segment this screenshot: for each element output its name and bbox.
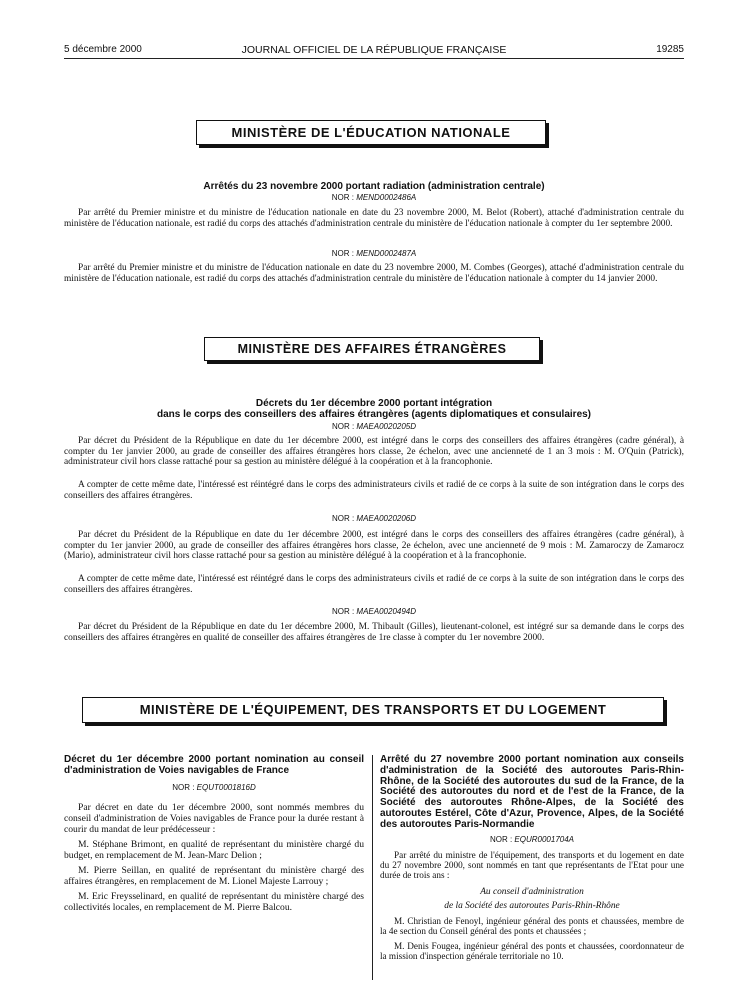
nor-code: MEND0002486A <box>356 193 417 202</box>
nor-code: EQUT0001816D <box>196 782 256 792</box>
subheading: Au conseil d'administration <box>480 886 584 897</box>
section-title: Arrêtés du 23 novembre 2000 portant radiation (administration centrale) <box>203 181 545 192</box>
nor-code: MAEA0020494D <box>356 607 417 616</box>
decree-paragraph: M. Christian de Fenoyl, ingénieur général des ponts et chaussées, membre de la 4e section du Conseil général des ponts et chaussées ; <box>380 915 684 937</box>
ministry-box-foreign-affairs <box>204 337 540 361</box>
ministry-title: MINISTÈRE DE L'ÉQUIPEMENT, DES TRANSPORTS ET DU LOGEMENT <box>139 702 607 717</box>
page-header <box>64 44 684 58</box>
decree-paragraph: M. Denis Fougea, ingénieur général des ponts et chaussées, coordonnateur de la mission d'inspection générale territoriale no 10. <box>380 940 684 962</box>
nor-line: NOR : MEND0002487A <box>331 249 417 258</box>
column-divider <box>372 755 373 980</box>
decree-paragraph: A compter de cette même date, l'intéressé est réintégré dans le corps des administrateurs civils et radié de ce corps à la suite de son intégration dans le corps des conseillers des affaires étrangères. <box>64 574 684 595</box>
nor-code: EQUR0001704A <box>514 834 575 844</box>
nor-line: NOR : MAEA0020205D <box>331 422 417 431</box>
ministry-box-equipment <box>82 697 664 723</box>
right-column <box>380 755 684 966</box>
decree-paragraph: Par décret du Président de la République en date du 1er décembre 2000, M. Thibault (Gilles), lieutenant-colonel, est intégré sur sa demande dans le corps des conseillers des affaires étrangères en qualité de conseiller des affaires étrangères de 1re classe à compter du 1er novembre 2000. <box>64 622 684 643</box>
header-date: 5 décembre 2000 <box>64 44 142 55</box>
header-page-number: 19285 <box>656 44 684 55</box>
section-title: dans le corps des conseillers des affaires étrangères (agents diplomatiques et consulaires) <box>156 409 592 420</box>
ministry-box-education <box>196 120 546 145</box>
header-journal-title: JOURNAL OFFICIEL DE LA RÉPUBLIQUE FRANÇAISE <box>241 44 507 56</box>
nor-line: NOR : MEND0002486A <box>331 193 417 202</box>
decree-paragraph: Par arrêté du ministre de l'équipement, des transports et du logement en date du 27 novembre 2000, sont nommés en tant que représentants de l'Etat pour une durée de trois ans : <box>380 849 684 881</box>
decree-paragraph: Par décret en date du 1er décembre 2000, sont nommés membres du conseil d'administration de Voies navigables de France pour la durée restant à courir du mandat de leur prédécesseur : <box>64 801 364 835</box>
decree-title: Décret du 1er décembre 2000 portant nomination au conseil d'administration de Voies navigables de France <box>64 754 364 776</box>
decree-paragraph: M. Eric Freysselinard, en qualité de représentant du ministère chargé des collectivités locales, en remplacement de M. Pierre Balcou. <box>64 890 364 913</box>
decree-paragraph: M. Pierre Seillan, en qualité de représentant du ministère chargé des affaires étrangères, en remplacement de M. Lionel Majeste Larrouy ; <box>64 864 364 887</box>
nor-line: NOR : EQUR0001704A <box>489 834 575 844</box>
decree-paragraph: A compter de cette même date, l'intéressé est réintégré dans le corps des administrateurs civils et radié de ce corps à la suite de son intégration dans le corps des conseillers des affaires étrangères. <box>64 480 684 501</box>
section-title: Décrets du 1er décembre 2000 portant intégration <box>255 398 493 409</box>
left-column <box>64 755 364 917</box>
decree-paragraph: Par décret du Président de la République en date du 1er décembre 2000, est intégré dans le corps des conseillers des affaires étrangères (cadre général), à compter du 1er janvier 2000, au grade de conseiller des affaires étrangères hors classe, 2e échelon, avec une ancienneté de 9 mois : M. Zamaroczy de Zamarocz (Mario), administrateur civil hors classe rattaché pour sa gestion au ministère délégué à la coopération et à la francophonie. <box>64 530 684 562</box>
ministry-title: MINISTÈRE DES AFFAIRES ÉTRANGÈRES <box>237 342 507 356</box>
nor-code: MEND0002487A <box>356 249 417 258</box>
nor-code: MAEA0020206D <box>356 514 417 523</box>
decree-paragraph: Par arrêté du Premier ministre et du ministre de l'éducation nationale en date du 23 novembre 2000, M. Combes (Georges), attaché d'administration centrale du ministère de l'éducation nationale, est radié du corps des attachés d'administration centrale du ministère de l'éducation nationale à compter du 14 janvier 2000. <box>64 263 684 284</box>
nor-line: NOR : EQUT0001816D <box>172 782 256 792</box>
header-rule <box>64 58 684 59</box>
decree-paragraph: Par arrêté du Premier ministre et du ministre de l'éducation nationale en date du 23 novembre 2000, M. Belot (Robert), attaché d'administration centrale du ministère de l'éducation nationale, est radié du corps des attachés d'administration centrale du ministère de l'éducation nationale à compter du 1er septembre 2000. <box>64 208 684 229</box>
nor-line: NOR : MAEA0020494D <box>331 607 417 616</box>
ministry-title: MINISTÈRE DE L'ÉDUCATION NATIONALE <box>231 125 511 140</box>
subheading: de la Société des autoroutes Paris-Rhin-Rhône <box>444 901 620 912</box>
nor-line: NOR : MAEA0020206D <box>331 514 417 523</box>
decree-title: Arrêté du 27 novembre 2000 portant nomination aux conseils d'administration de la Société des autoroutes Paris-Rhin-Rhône, de la Société des autoroutes du sud de la France, de la Société des autoroutes du nord et de l'est de la France, de la Société des autoroutes Rhône-Alpes, de la Société des autoroutes Estérel, Côte d'Azur, Provence, Alpes, de la Société des autoroutes Paris-Normandie <box>380 754 684 830</box>
decree-paragraph: M. Stéphane Brimont, en qualité de représentant du ministère chargé du budget, en remplacement de M. Jean-Marc Delion ; <box>64 838 364 861</box>
decree-paragraph: Par décret du Président de la République en date du 1er décembre 2000, est intégré dans le corps des conseillers des affaires étrangères (cadre général), à compter du 1er janvier 2000, au grade de conseiller des affaires étrangères hors classe, 2e échelon, avec une ancienneté de 1 an 3 mois : M. O'Quin (Patrick), administrateur civil hors classe rattaché pour sa gestion au ministère délégué à la coopération et à la francophonie. <box>64 436 684 468</box>
nor-code: MAEA0020205D <box>356 422 417 431</box>
